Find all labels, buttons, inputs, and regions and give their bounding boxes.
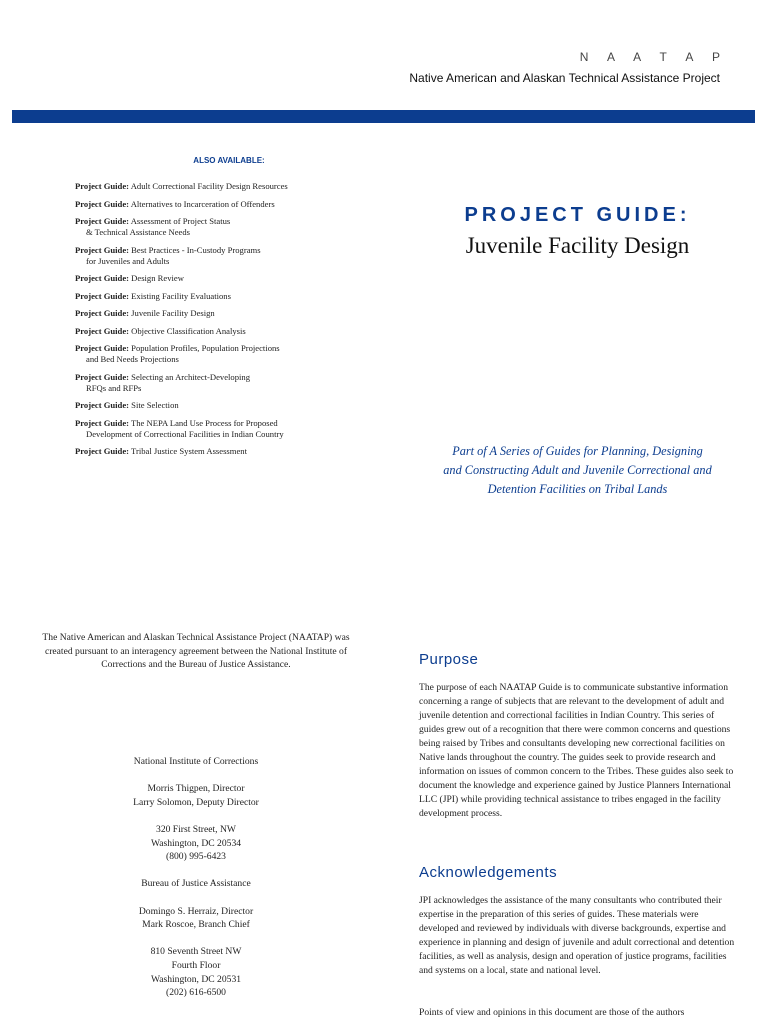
guide-title: Best Practices - In-Custody Programs	[131, 244, 261, 255]
bja-org: Bureau of Justice Assistance	[141, 878, 251, 890]
guide-item	[75, 343, 395, 365]
series-tagline	[400, 442, 755, 499]
guide-item	[75, 199, 395, 210]
guide-item	[75, 372, 395, 394]
purpose-text: The purpose of each NAATAP Guide is to communicate substantive information concerning a range of subjects that are relevant to the development of adult and juvenile detention and correctional facilities in Indian Country. This series of guides grew out of a recognition that there were common concerns and questions being raised by Tribes and consultants developing new correctional facilities on Native lands throughout the country. The guides seek to provide research and information on issues of common concern to the Tribes. These guides also seek to document the knowledge and experience gained by Justice Planners International LLC (JPI) while providing technical assistance to tribes engaged in the facility development process.	[419, 682, 734, 819]
cover-heading: Juvenile Facility Design	[465, 233, 690, 258]
guide-prefix: Project Guide:	[75, 446, 130, 456]
series-line: Detention Facilities on Tribal Lands	[487, 482, 668, 496]
guide-title: The NEPA Land Use Process for Proposed	[131, 417, 278, 428]
guide-prefix: Project Guide:	[75, 400, 130, 410]
guide-item	[75, 308, 395, 319]
guide-title: Selecting an Architect-Developing	[131, 371, 251, 382]
naatap-intro: The Native American and Alaskan Technical Assistance Project (NAATAP) was created pursuant to an interagency agreement between the National Institute of Corrections and the Bureau of Justice Assistance.	[42, 632, 350, 670]
brand-full-name: Native American and Alaskan Technical Assistance Project	[409, 71, 720, 85]
guide-item	[75, 326, 395, 337]
guide-prefix: Project Guide:	[75, 325, 130, 336]
guide-prefix: Project Guide:	[75, 244, 130, 255]
series-line: Part of A Series of Guides for Planning, Designing	[452, 444, 703, 458]
guide-item	[75, 181, 395, 192]
guide-title: Juvenile Facility Design	[131, 308, 215, 318]
cover-title-block	[400, 204, 755, 259]
nic-street: 320 First Street, NW	[156, 823, 236, 835]
guide-title-line2: & Technical Assistance Needs	[86, 227, 191, 237]
also-available-title: ALSO AVAILABLE:	[193, 156, 265, 165]
nic-person: Morris Thigpen, Director	[147, 783, 245, 795]
nic-person: Larry Solomon, Deputy Director	[133, 796, 259, 808]
brand-header	[409, 50, 728, 85]
guide-prefix: Project Guide:	[75, 371, 130, 382]
nic-org: National Institute of Corrections	[133, 756, 259, 767]
guide-prefix: Project Guide:	[75, 216, 130, 226]
guide-title: Objective Classification Analysis	[131, 325, 246, 336]
acknowledgements-text: JPI acknowledges the assistance of the many consultants who contributed their expertise in the preparation of this series of guides. These materials were developed and reviewed by individuals with diverse backgrounds, expertise and experience in planning and design of juvenile and adult correctional and detention facilities, as well as analysis, design and operation of justice programs, facilities and systems on a local, state and national level.	[419, 895, 735, 976]
guide-prefix: Project Guide:	[75, 308, 130, 318]
guide-title: Site Selection	[131, 400, 179, 410]
purpose-body	[419, 681, 739, 821]
guide-item	[75, 216, 395, 238]
guide-prefix: Project Guide:	[75, 290, 130, 301]
guide-prefix: Project Guide:	[75, 417, 130, 428]
guide-title-line2: Development of Correctional Facilities in Indian Country	[86, 428, 284, 439]
guide-prefix: Project Guide:	[75, 198, 130, 209]
guide-item	[75, 245, 395, 267]
guide-item	[75, 273, 395, 284]
contacts-block	[38, 755, 354, 1000]
bja-phone: (202) 616-6500	[166, 987, 226, 999]
guide-title: Alternatives to Incarceration of Offenders	[130, 198, 275, 209]
nic-city: Washington, DC 20534	[150, 837, 242, 849]
guide-title-line2: and Bed Needs Projections	[86, 354, 179, 364]
guide-prefix: Project Guide:	[75, 181, 130, 191]
guide-title: Tribal Justice System Assessment	[131, 446, 247, 456]
top-color-bar	[12, 110, 755, 123]
bja-person: Mark Roscoe, Branch Chief	[142, 919, 250, 931]
guide-prefix: Project Guide:	[75, 273, 130, 283]
guide-item	[75, 291, 395, 302]
guide-title-line2: RFQs and RFPs	[86, 382, 142, 393]
acknowledgements-heading: Acknowledgements	[419, 864, 558, 881]
nic-phone: (800) 995-6423	[166, 851, 226, 863]
guide-title: Design Review	[131, 273, 184, 283]
acknowledgements-body	[419, 894, 739, 978]
guide-title: Existing Facility Evaluations	[131, 290, 231, 301]
series-line: and Constructing Adult and Juvenile Correctional and	[443, 463, 712, 477]
bja-street: 810 Seventh Street NW	[150, 946, 242, 958]
points-text: Points of view and opinions in this document are those of the authors	[419, 1007, 685, 1018]
guide-title-line2: for Juveniles and Adults	[86, 255, 170, 266]
guide-title: Population Profiles, Population Projections	[131, 343, 280, 353]
guide-item	[75, 400, 395, 411]
guide-title: Adult Correctional Facility Design Resources	[130, 181, 288, 191]
guide-item	[75, 418, 395, 440]
also-available-panel	[75, 156, 395, 464]
purpose-heading: Purpose	[419, 651, 479, 668]
guide-item	[75, 446, 395, 457]
points-of-view	[419, 1006, 739, 1020]
cover-kicker: PROJECT GUIDE:	[464, 204, 691, 226]
guide-title: Assessment of Project Status	[130, 216, 231, 226]
guide-list	[75, 181, 395, 457]
bja-floor: Fourth Floor	[171, 959, 221, 971]
bja-person: Domingo S. Herraiz, Director	[138, 905, 254, 917]
bja-city: Washington, DC 20531	[150, 973, 242, 985]
guide-prefix: Project Guide:	[75, 343, 130, 353]
brand-acronym: N A A T A P	[579, 50, 728, 64]
